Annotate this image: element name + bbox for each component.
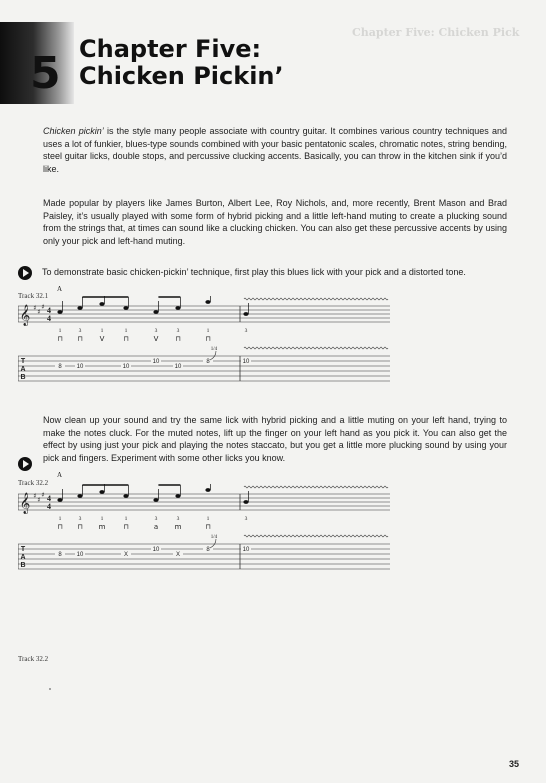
pick-stroke: ⊓ xyxy=(77,335,83,343)
pick-stroke: ⊓ xyxy=(123,523,129,531)
treble-clef: 𝄞 xyxy=(19,305,31,326)
sharp-1: ♯ xyxy=(33,492,37,500)
fingering-number: 1 xyxy=(124,328,128,334)
history-paragraph: Made popular by players like James Burton, Albert Lee, Roy Nichols, and, more recently, Brent Mason and Brad Paisley, it’s usually played with some form of hybrid picking and a little left-hand muting to create a plucking sound from the strings that, at times can sound like a clucking chicken. You can also get these percussive accents by using only your pick and left-hand muting. xyxy=(43,198,507,246)
notation-example-2 xyxy=(18,484,390,584)
hybrid-paragraph: Now clean up your sound and try the same lick with hybrid picking and a little muting on your left hand, trying to make the notes cluck. For the muted notes, lift up the finger on your left hand as you pick it. You can also get the effect by using just your pick and playing the notes staccato, but you get a little more plucking sound by using your pick and fingers. Experiment with some other licks you know. xyxy=(43,415,507,463)
intro-lead-italic: Chicken pickin’ xyxy=(43,126,104,136)
note-head xyxy=(175,494,180,498)
paper-speck xyxy=(49,688,51,690)
sharp-3: ♯ xyxy=(41,491,45,499)
fingering-number: 1 xyxy=(58,516,62,522)
tab-fret-number: 10 xyxy=(174,364,182,370)
note-head xyxy=(57,498,62,502)
tab-fret-number: 8 xyxy=(206,547,210,553)
chapter-title-line1: Chapter Five: xyxy=(79,35,262,63)
tab-letter: A xyxy=(20,554,26,561)
treble-clef: 𝄞 xyxy=(19,493,31,514)
tab-letter: T xyxy=(20,546,26,553)
tab-letter: A xyxy=(20,366,26,373)
vibrato-line xyxy=(244,535,388,537)
pick-stroke: ⊓ xyxy=(57,335,63,343)
fingering-number: 3 xyxy=(78,516,82,522)
fingering-number: 1 xyxy=(100,328,104,334)
tab-fret-number: 10 xyxy=(242,547,250,553)
pick-stroke: ⊓ xyxy=(123,335,129,343)
track-label-2: Track 32.2 xyxy=(18,479,49,487)
note-head xyxy=(99,490,104,494)
note-head xyxy=(99,302,104,306)
note-head xyxy=(205,488,210,492)
note-head xyxy=(123,306,128,310)
audio-cue-2 xyxy=(18,457,498,473)
tab-fret-number: 10 xyxy=(242,359,250,365)
fingering-number: 3 xyxy=(244,516,248,522)
note-head xyxy=(77,306,82,310)
note-head xyxy=(175,306,180,310)
sharp-2: ♯ xyxy=(37,496,41,504)
fingering-number: 3 xyxy=(176,516,180,522)
tab-fret-number: 10 xyxy=(122,364,130,370)
note-head xyxy=(77,494,82,498)
chord-symbol-2: A xyxy=(57,471,63,479)
pick-stroke: ⊓ xyxy=(205,335,211,343)
sharp-1: ♯ xyxy=(33,304,37,312)
fingering-number: 1 xyxy=(206,516,210,522)
track-label-3: Track 32.2 xyxy=(18,655,49,663)
note-head xyxy=(153,310,158,314)
notation-svg xyxy=(18,484,390,584)
fingering-number: 1 xyxy=(206,328,210,334)
time-sig-bottom: 4 xyxy=(47,314,51,323)
fingering-number: 1 xyxy=(100,516,104,522)
note-head xyxy=(153,498,158,502)
fingering-number: 3 xyxy=(154,516,158,522)
note-head xyxy=(243,312,248,316)
pick-stroke: m xyxy=(98,523,106,531)
tab-letter: B xyxy=(20,562,26,569)
intro-paragraph xyxy=(43,125,507,175)
tab-fret-number: X xyxy=(175,552,181,558)
fingering-number: 1 xyxy=(58,328,62,334)
pick-stroke: ⊓ xyxy=(77,523,83,531)
tab-fret-number: 8 xyxy=(58,552,62,558)
tab-fret-number: 10 xyxy=(152,547,160,553)
tab-fret-number: 8 xyxy=(58,364,62,370)
note-head xyxy=(205,300,210,304)
fingering-number: 3 xyxy=(244,328,248,334)
pick-stroke: a xyxy=(153,523,159,531)
note-head xyxy=(57,310,62,314)
track-label-1: Track 32.1 xyxy=(18,292,49,300)
chord-symbol-1: A xyxy=(57,285,63,293)
audio-cue-1 xyxy=(18,266,498,282)
tab-fret-number: X xyxy=(123,552,129,558)
tab-fret-number: 10 xyxy=(152,359,160,365)
fingering-number: 3 xyxy=(154,328,158,334)
notation-svg xyxy=(18,296,390,396)
cue-text-1: To demonstrate basic chicken-pickin’ technique, first play this blues lick with your pick and a distorted tone. xyxy=(42,267,466,277)
fingering-number: 1 xyxy=(124,516,128,522)
fingering-number: 3 xyxy=(176,328,180,334)
tab-fret-number: 10 xyxy=(76,364,84,370)
tab-fret-number: 10 xyxy=(76,552,84,558)
pick-stroke: ⊓ xyxy=(205,523,211,531)
time-sig-top: 4 xyxy=(47,494,51,503)
pick-stroke: m xyxy=(174,523,182,531)
tab-letter: T xyxy=(20,358,26,365)
intro-text: is the style many people associate with country guitar. It combines various country techniques and uses a lot of funkier, blues-type sounds combined with your basic pentatonic scales, chromatic notes, string bending, steel guitar licks, double stops, and percussive clucking accents. Basically, you can throw in the kitchen sink if you’d like. xyxy=(43,126,507,174)
vibrato-line xyxy=(244,298,388,300)
pick-stroke: ⊓ xyxy=(175,335,181,343)
tab-letter: B xyxy=(20,374,26,381)
note-head xyxy=(243,500,248,504)
vibrato-line xyxy=(244,486,388,488)
time-sig-bottom: 4 xyxy=(47,502,51,511)
page-number: 35 xyxy=(509,759,520,769)
pick-stroke: V xyxy=(99,335,105,343)
fingering-number: 3 xyxy=(78,328,82,334)
note-head xyxy=(123,494,128,498)
audio-play-icon[interactable] xyxy=(18,457,32,471)
bend-amount: 1/4 xyxy=(210,535,218,540)
sharp-2: ♯ xyxy=(37,308,41,316)
pick-stroke: V xyxy=(153,335,159,343)
pick-stroke: ⊓ xyxy=(57,523,63,531)
chapter-number: 5 xyxy=(30,48,61,99)
bleed-through-title: Chapter Five: Chicken Pick xyxy=(352,26,520,39)
tab-fret-number: 8 xyxy=(206,359,210,365)
chapter-title-line2: Chicken Pickin’ xyxy=(79,62,284,90)
bend-amount: 1/4 xyxy=(210,347,218,352)
audio-play-icon[interactable] xyxy=(18,266,32,280)
time-sig-top: 4 xyxy=(47,306,51,315)
vibrato-line xyxy=(244,347,388,349)
sharp-3: ♯ xyxy=(41,303,45,311)
notation-example-1 xyxy=(18,296,390,396)
